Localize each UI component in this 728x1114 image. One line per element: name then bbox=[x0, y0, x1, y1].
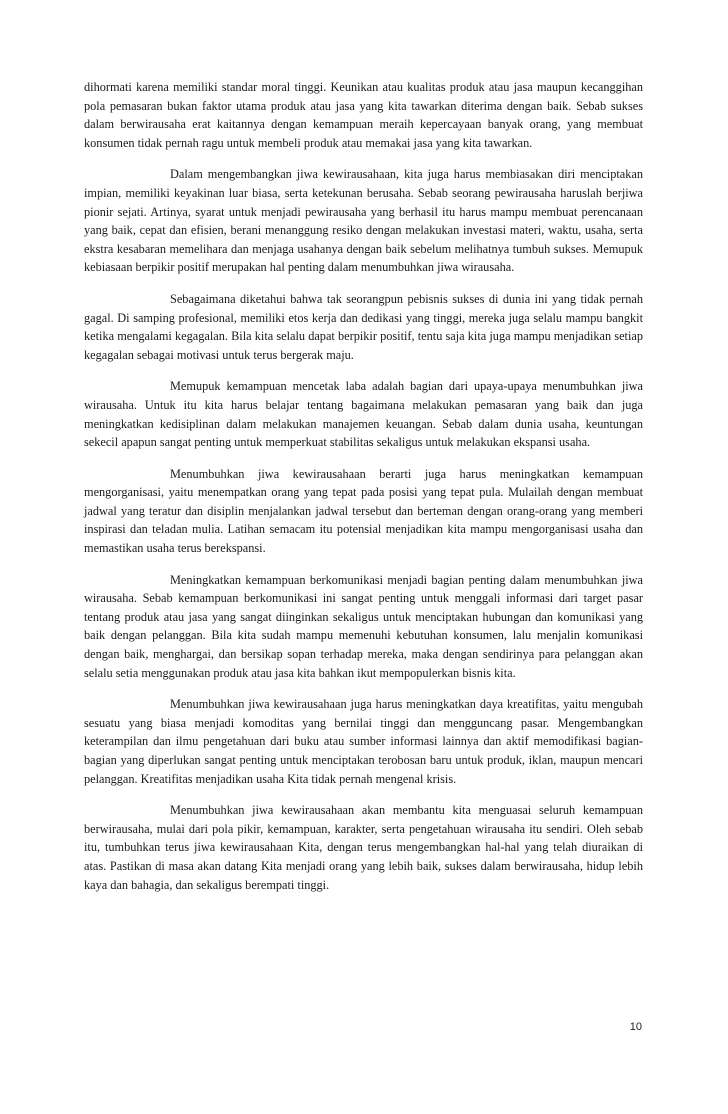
paragraph: Dalam mengembangkan jiwa kewirausahaan, kita juga harus membiasakan diri menciptakan impian, memiliki keyakinan luar biasa, serta ketekunan berusaha. Sebab seorang pewirausaha haruslah berjiwa pionir sejati. Artinya, syarat untuk menjadi pewirausaha yang berhasil itu harus mampu membuat perencanaan yang baik, cepat dan efisien, berani menanggung resiko dengan melakukan investasi materi, waktu, usaha, serta ekstra kesabaran memelihara dan menjaga usahanya dengan baik sebelum melihatnya tumbuh sukses. Memupuk kebiasaan berpikir positif merupakan hal penting dalam menumbuhkan jiwa wirausaha. bbox=[84, 167, 643, 275]
page-number: 10 bbox=[629, 1021, 642, 1033]
paragraph: Sebagaimana diketahui bahwa tak seorangpun pebisnis sukses di dunia ini yang tidak pernah gagal. Di samping profesional, memiliki etos kerja dan dedikasi yang tinggi, mereka juga selalu mampu bangkit ketika mengalami kegagalan. Bila kita selalu dapat berpikir positif, tentu saja kita juga mampu menjadikan setiap kegagalan sebagai motivasi untuk terus bergerak maju. bbox=[84, 291, 643, 362]
paragraph: Menumbuhkan jiwa kewirausahaan akan membantu kita menguasai seluruh kemampuan berwirausaha, mulai dari pola pikir, kemampuan, karakter, serta pengetahuan wirausaha itu sendiri. Oleh sebab itu, tumbuhkan terus jiwa kewirausahaan Kita, dengan terus mengembangkan hal-hal yang telah diuraikan di atas. Pastikan di masa akan datang Kita menjadi orang yang lebih baik, sukses dalam berwirausaha, hidup lebih kaya dan bahagia, dan sekaligus berempati tinggi. bbox=[84, 803, 643, 892]
document-body bbox=[84, 78, 643, 907]
paragraph: Memupuk kemampuan mencetak laba adalah bagian dari upaya-upaya menumbuhkan jiwa wirausaha. Untuk itu kita harus belajar tentang bagaimana melakukan pemasaran yang baik dan juga meningkatkan kedisiplinan dalam melakukan manajemen keuangan. Sebab dalam dunia usaha, keuntungan sekecil apapun sangat penting untuk memperkuat stabilitas sekaligus untuk melakukan ekspansi usaha. bbox=[84, 379, 643, 450]
paragraph-continuation: dihormati karena memiliki standar moral tinggi. Keunikan atau kualitas produk atau jasa maupun kecanggihan pola pemasaran bukan faktor utama produk atau jasa yang kita tawarkan diterima dengan baik. Sebab sukses dalam berwirausaha erat kaitannya dengan kemampuan meraih kepercayaan banyak orang, yang membuat konsumen tidak pernah ragu untuk membeli produk atau memakai jasa yang kita tawarkan. bbox=[84, 80, 643, 150]
paragraph: Menumbuhkan jiwa kewirausahaan berarti juga harus meningkatkan kemampuan mengorganisasi, yaitu menempatkan orang yang tepat pada posisi yang tepat pula. Mulailah dengan membuat jadwal yang teratur dan disiplin menjalankan jadwal tersebut dan berteman dengan orang-orang yang memberi inspirasi dan teladan mulia. Latihan semacam itu potensial menjadikan kita mampu mengorganisasi usaha dan memastikan usaha terus berekspansi. bbox=[84, 466, 643, 556]
paragraph: Menumbuhkan jiwa kewirausahaan juga harus meningkatkan daya kreatifitas, yaitu mengubah sesuatu yang biasa menjadi komoditas yang bernilai tinggi dan mengguncang pasar. Mengembangkan keterampilan dan ilmu pengetahuan dari buku atau sumber informasi lainnya dan aktif memodifikasi bagian-bagian yang diperlukan sangat penting untuk menciptakan terobosan baru untuk produk, iklan, maupun mencari pelanggan. Kreatifitas menjadikan usaha Kita tidak pernah mengenal krisis. bbox=[84, 697, 643, 786]
paragraph: Meningkatkan kemampuan berkomunikasi menjadi bagian penting dalam menumbuhkan jiwa wirausaha. Sebab kemampuan berkomunikasi ini sangat penting untuk menggali informasi dari target pasar tentang produk atau jasa yang sangat diinginkan sekaligus untuk menciptakan hubungan dan komunikasi yang baik dengan pelanggan. Bila kita sudah mampu memenuhi kebutuhan konsumen, lalu menjalin komunikasi dengan baik, menghargai, dan bersikap sopan terhadap mereka, maka dengan sendirinya para pelanggan akan selalu setia menggunakan produk atau jasa kita bahkan ikut mempopulerkan bisnis kita. bbox=[84, 572, 643, 680]
